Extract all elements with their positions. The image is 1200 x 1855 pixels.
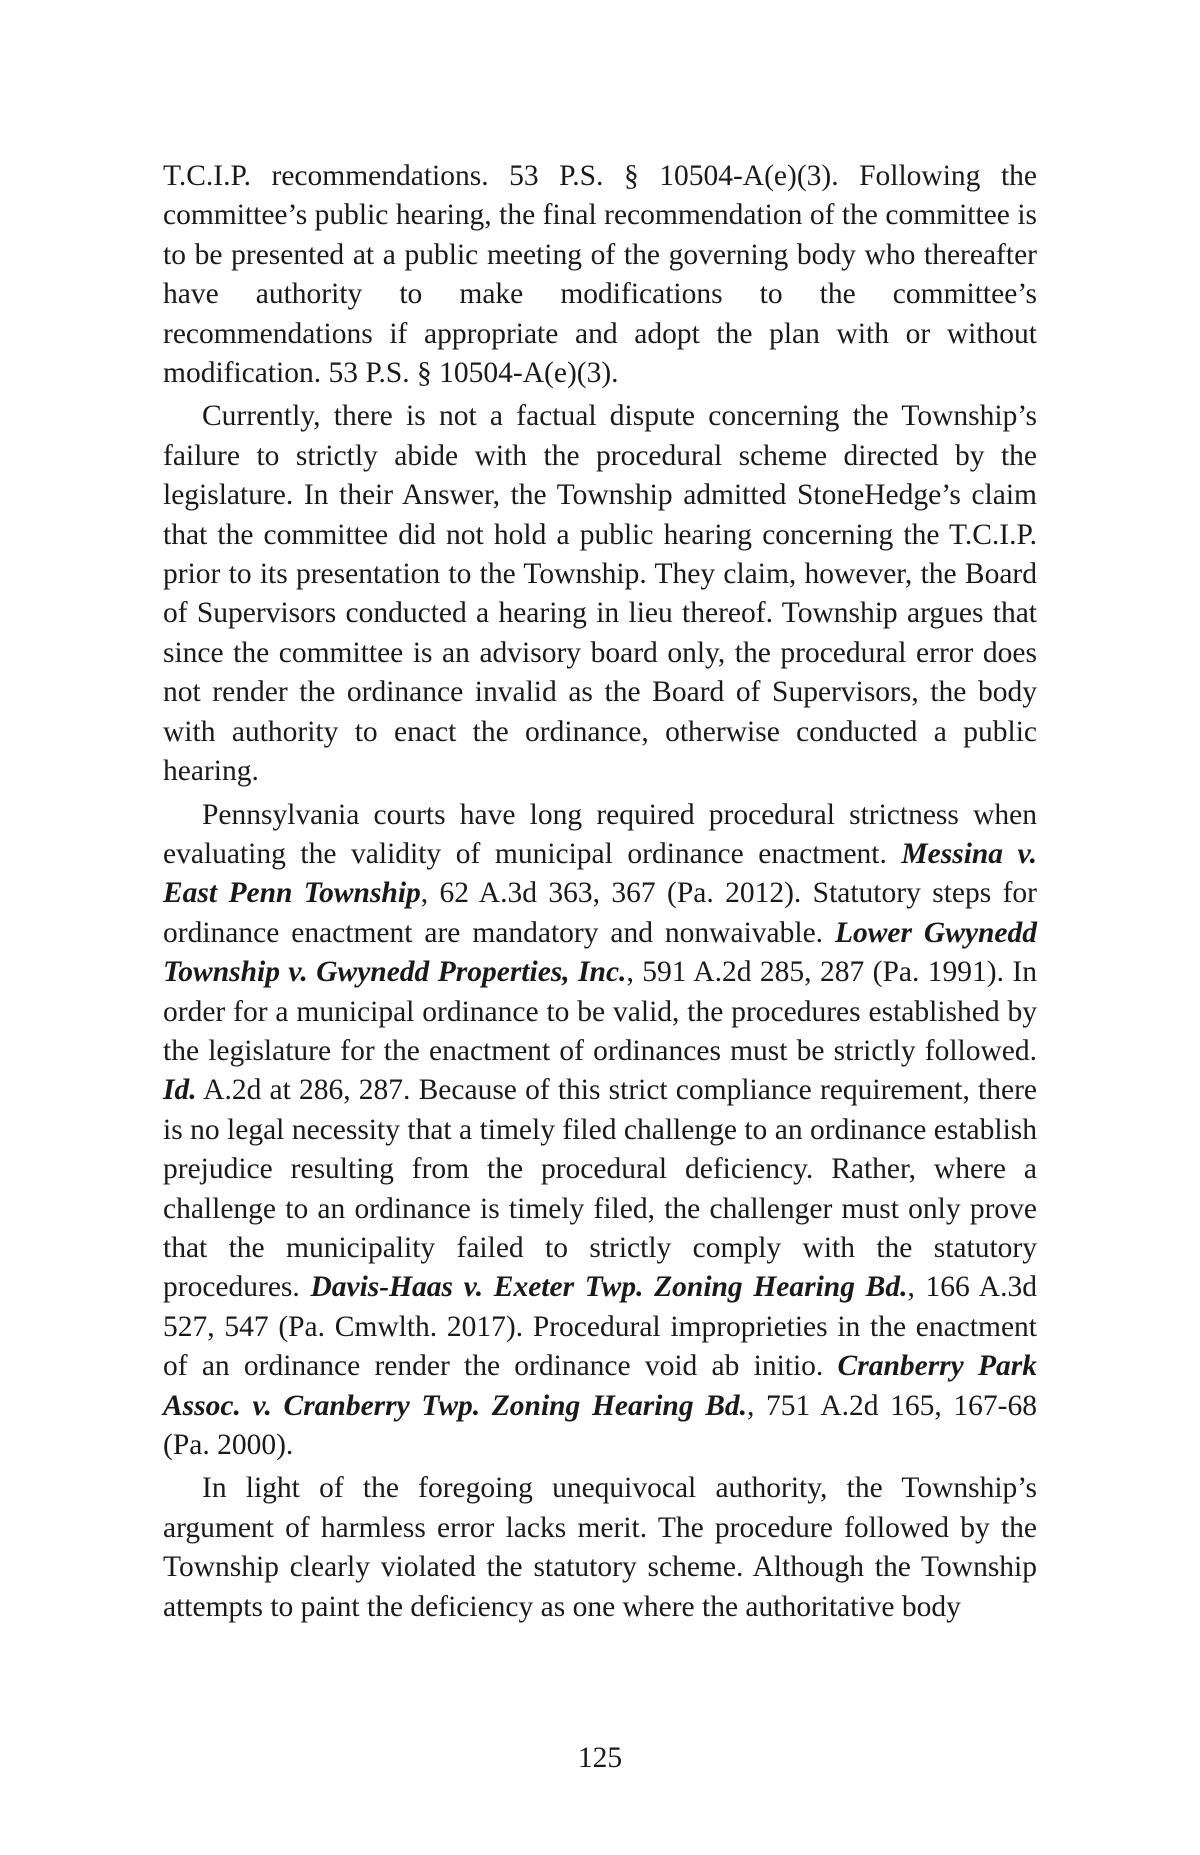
page-number: 125	[577, 1742, 623, 1774]
paragraph-2	[163, 397, 1037, 791]
case-citation: Cranberry Park Assoc. v. Cranberry Twp. Zoning Hearing Bd.	[163, 1350, 1038, 1422]
text-run: Currently, there is not a factual dispute concerning the Township’s failure to strictly abide with the procedural scheme directed by the legislature. In their Answer, the Township admitted StoneHedge’s claim that the committee did not hold a public hearing concerning the T.C.I.P. prior to its presentation to the Township. They claim, however, the Board of Supervisors conducted a hearing in lieu thereof. Township argues that since the committee is an advisory board only, the procedural error does not render the ordinance invalid as the Board of Supervisors, the body with authority to enact the ordinance, otherwise conducted a public hearing.	[163, 400, 1037, 788]
text-run: A.2d at 286, 287. Because of this strict compliance requirement, there is no legal necessity that a timely filed challenge to an ordinance establish prejudice resulting from the procedural deficiency. Rather, where a challenge to an ordinance is timely filed, the challenger must only prove that the municipality failed to strictly comply with the statutory procedures.	[163, 1074, 1037, 1304]
paragraph-3	[163, 796, 1037, 1466]
case-citation: Messina v. East Penn Township	[163, 837, 1037, 910]
text-run: , 62 A.3d 363, 367 (Pa. 2012). Statutory steps for ordinance enactment are mandatory and nonwaivable.	[163, 877, 1037, 949]
paragraph-1	[163, 157, 1037, 393]
case-citation: Lower Gwynedd Township v. Gwynedd Properties, Inc.	[163, 916, 1038, 989]
case-citation: Id.	[163, 1074, 197, 1107]
text-run: , 591 A.2d 285, 287 (Pa. 1991). In order for a municipal ordinance to be valid, the procedures established by the legislature for the enactment of ordinances must be strictly followed.	[163, 956, 1037, 1067]
text-run: In light of the foregoing unequivocal authority, the Township’s argument of harmless error lacks merit. The procedure followed by the Township clearly violated the statutory scheme. Although the Township attempts to paint the deficiency as one where the authoritative body	[163, 1472, 1037, 1623]
text-run: , 166 A.3d 527, 547 (Pa. Cmwlth. 2017). Procedural improprieties in the enactment of an ordinance render the ordinance void ab initio.	[163, 1271, 1037, 1383]
text-run: Pennsylvania courts have long required procedural strictness when evaluating the validity of municipal ordinance enactment.	[163, 798, 1037, 870]
text-run: T.C.I.P. recommendations. 53 P.S. § 10504-A(e)(3). Following the committee’s public hearing, the final recommendation of the committee is to be presented at a public meeting of the governing body who thereafter have authority to make modifications to the committee’s recommendations if appropriate and adopt the plan with or without modification. 53 P.S. § 10504-A(e)(3).	[163, 160, 1037, 390]
paragraph-4	[163, 1469, 1037, 1627]
body-text	[163, 157, 1037, 1627]
text-run: , 751 A.2d 165, 167-68 (Pa. 2000).	[163, 1389, 1038, 1461]
case-citation: Davis-Haas v. Exeter Twp. Zoning Hearing Bd.	[310, 1271, 908, 1304]
